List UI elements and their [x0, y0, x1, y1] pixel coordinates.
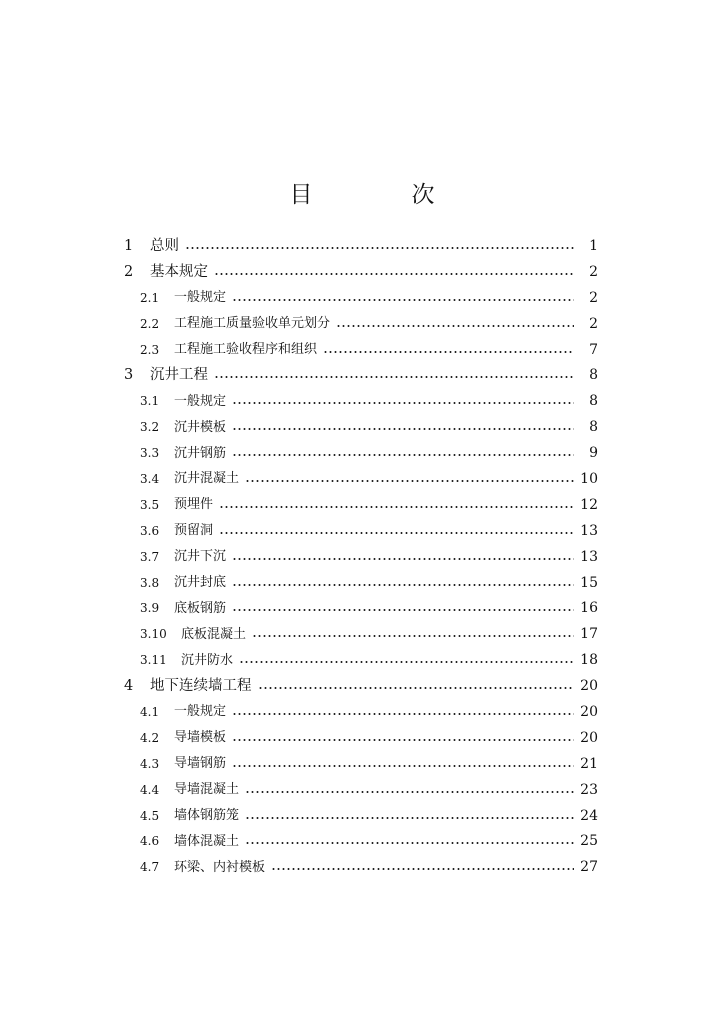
dot-leader: [245, 478, 574, 484]
toc-entry-title: 基本规定: [150, 263, 208, 280]
dot-leader: [232, 737, 574, 743]
toc-entry-number: 3.7: [140, 549, 160, 564]
toc-entry-title: 预留洞: [174, 523, 214, 539]
dot-leader: [239, 659, 574, 665]
toc-entry-title: 导墙模板: [174, 730, 227, 746]
toc-title: 目 次: [289, 182, 473, 208]
toc-chapter-entry[interactable]: [124, 259, 598, 285]
toc-entry-number: 4: [124, 677, 134, 694]
toc-entry-title: 沉井封底: [174, 575, 227, 591]
toc-section-entry[interactable]: [124, 621, 598, 647]
toc-chapter-entry[interactable]: [124, 362, 598, 388]
dot-leader: [271, 866, 574, 872]
toc-entry-title: 工程施工质量验收单元划分: [174, 316, 331, 332]
toc-entry-page-number: 27: [580, 859, 598, 876]
toc-entry-number: 3.11: [140, 653, 167, 668]
dot-leader: [232, 400, 574, 406]
toc-entry-page-number: 21: [580, 755, 598, 772]
toc-entry-number: 2.2: [140, 316, 160, 331]
toc-entry-title: 底板钢筋: [174, 600, 227, 616]
toc-entry-page-number: 23: [580, 781, 598, 798]
toc-entry-title: 一般规定: [174, 290, 227, 306]
toc-section-entry[interactable]: [124, 311, 598, 337]
toc-entry-number: 4.3: [140, 756, 160, 771]
toc-section-entry[interactable]: [124, 285, 598, 311]
toc-entry-title: 墙体混凝土: [174, 833, 240, 849]
toc-entry-title: 工程施工验收程序和组织: [174, 342, 318, 357]
toc-entry-title: 沉井防水: [181, 652, 234, 668]
toc-section-entry[interactable]: [124, 725, 598, 751]
toc-entry-page-number: 18: [580, 652, 598, 669]
dot-leader: [219, 530, 574, 536]
toc-entry-title: 墙体钢筋笼: [174, 808, 240, 824]
toc-entry-number: 3.8: [140, 575, 160, 590]
toc-section-entry[interactable]: [124, 414, 598, 440]
toc-section-entry[interactable]: [124, 440, 598, 466]
dot-leader: [245, 815, 574, 821]
dot-leader: [232, 556, 574, 562]
toc-section-entry[interactable]: [124, 828, 598, 854]
dot-leader: [245, 789, 574, 795]
dot-leader: [232, 582, 574, 588]
dot-leader: [219, 504, 574, 510]
toc-chapter-entry[interactable]: [124, 673, 598, 699]
toc-entry-number: 2: [124, 263, 134, 280]
toc-entry-number: 3.9: [140, 601, 160, 616]
dot-leader: [185, 245, 574, 251]
toc-entry-page-number: 17: [580, 626, 598, 643]
toc-entry-number: 3.3: [140, 446, 160, 461]
dot-leader: [252, 633, 574, 639]
toc-entry-page-number: 2: [589, 263, 598, 280]
toc-entry-number: 2.3: [140, 342, 160, 357]
toc-entry-number: 4.1: [140, 704, 160, 719]
toc-entry-title: 一般规定: [174, 704, 227, 720]
dot-leader: [214, 271, 574, 277]
toc-entry-number: 4.5: [140, 808, 160, 823]
dot-leader: [232, 426, 574, 432]
toc-entry-page-number: 20: [580, 678, 598, 695]
toc-entry-page-number: 24: [580, 807, 598, 824]
toc-entry-number: 3.6: [140, 523, 160, 538]
toc-section-entry[interactable]: [124, 544, 598, 570]
toc-entry-page-number: 15: [580, 574, 598, 591]
dot-leader: [336, 323, 574, 329]
dot-leader: [232, 711, 574, 717]
toc-entry-page-number: 25: [580, 833, 598, 850]
toc-entry-page-number: 7: [589, 341, 598, 358]
toc-entry-page-number: 13: [580, 522, 598, 539]
toc-entry-title: 导墙混凝土: [174, 782, 240, 798]
toc-entry-number: 3: [124, 367, 134, 384]
toc-entry-page-number: 8: [589, 419, 598, 436]
toc-section-entry[interactable]: [124, 803, 598, 829]
toc-entry-title: 导墙钢筋: [174, 756, 227, 772]
toc-entry-number: 4.6: [140, 834, 160, 849]
toc-section-entry[interactable]: [124, 518, 598, 544]
dot-leader: [214, 374, 574, 380]
toc-entry-page-number: 13: [580, 548, 598, 565]
toc-entry-page-number: 2: [589, 289, 598, 306]
toc-entry-number: 4.2: [140, 730, 160, 745]
toc-entry-number: 3.10: [140, 627, 167, 642]
toc-entry-title: 底板混凝土: [181, 626, 247, 642]
toc-entry-page-number: 1: [589, 237, 598, 254]
dot-leader: [232, 763, 574, 769]
toc-entry-number: 4.4: [140, 782, 160, 797]
toc-entry-title: 沉井钢筋: [174, 445, 227, 461]
toc-entry-title: 沉井工程: [150, 367, 208, 384]
toc-entry-number: 3.5: [140, 497, 160, 512]
toc-entry-number: 2.1: [140, 290, 160, 305]
toc-chapter-entry[interactable]: [124, 233, 598, 259]
toc-section-entry[interactable]: [124, 570, 598, 596]
toc-section-entry[interactable]: [124, 337, 598, 363]
toc-section-entry[interactable]: [124, 777, 598, 803]
toc-entry-number: 3.2: [140, 420, 160, 435]
toc-entry-page-number: 8: [589, 367, 598, 384]
toc-section-entry[interactable]: [124, 854, 598, 880]
toc-entry-page-number: 2: [589, 315, 598, 332]
toc-entry-title: 沉井下沉: [174, 549, 227, 565]
toc-entry-page-number: 9: [589, 445, 598, 462]
dot-leader: [258, 685, 575, 691]
toc-section-entry[interactable]: [124, 595, 598, 621]
dot-leader: [323, 349, 574, 355]
toc-entry-page-number: 20: [580, 703, 598, 720]
toc-section-entry[interactable]: [124, 699, 598, 725]
toc-entry-title: 地下连续墙工程: [150, 677, 252, 694]
toc-section-entry[interactable]: [124, 466, 598, 492]
dot-leader: [232, 297, 574, 303]
toc-entry-page-number: 16: [580, 600, 598, 617]
toc-entry-number: 4.7: [140, 860, 160, 875]
toc-entry-title: 一般规定: [174, 393, 227, 409]
toc-entry-title: 环梁、内衬模板: [174, 859, 266, 875]
toc-section-entry[interactable]: [124, 647, 598, 673]
toc-entry-page-number: 10: [580, 470, 598, 487]
toc-entry-title: 沉井模板: [174, 419, 227, 435]
toc-entry-title: 沉井混凝土: [174, 471, 240, 487]
toc-entry-page-number: 12: [580, 496, 598, 513]
dot-leader: [232, 452, 574, 458]
toc-section-entry[interactable]: [124, 388, 598, 414]
toc-entry-number: 1: [124, 237, 134, 254]
toc-entry-number: 3.4: [140, 471, 160, 486]
toc-entry-title: 总则: [150, 237, 179, 254]
dot-leader: [232, 607, 574, 613]
toc-entry-number: 3.1: [140, 394, 160, 409]
toc-section-entry[interactable]: [124, 751, 598, 777]
table-of-contents: [124, 233, 598, 880]
dot-leader: [245, 840, 574, 846]
toc-section-entry[interactable]: [124, 492, 598, 518]
toc-entry-page-number: 8: [589, 393, 598, 410]
toc-entry-page-number: 20: [580, 729, 598, 746]
toc-entry-title: 预埋件: [174, 497, 214, 513]
